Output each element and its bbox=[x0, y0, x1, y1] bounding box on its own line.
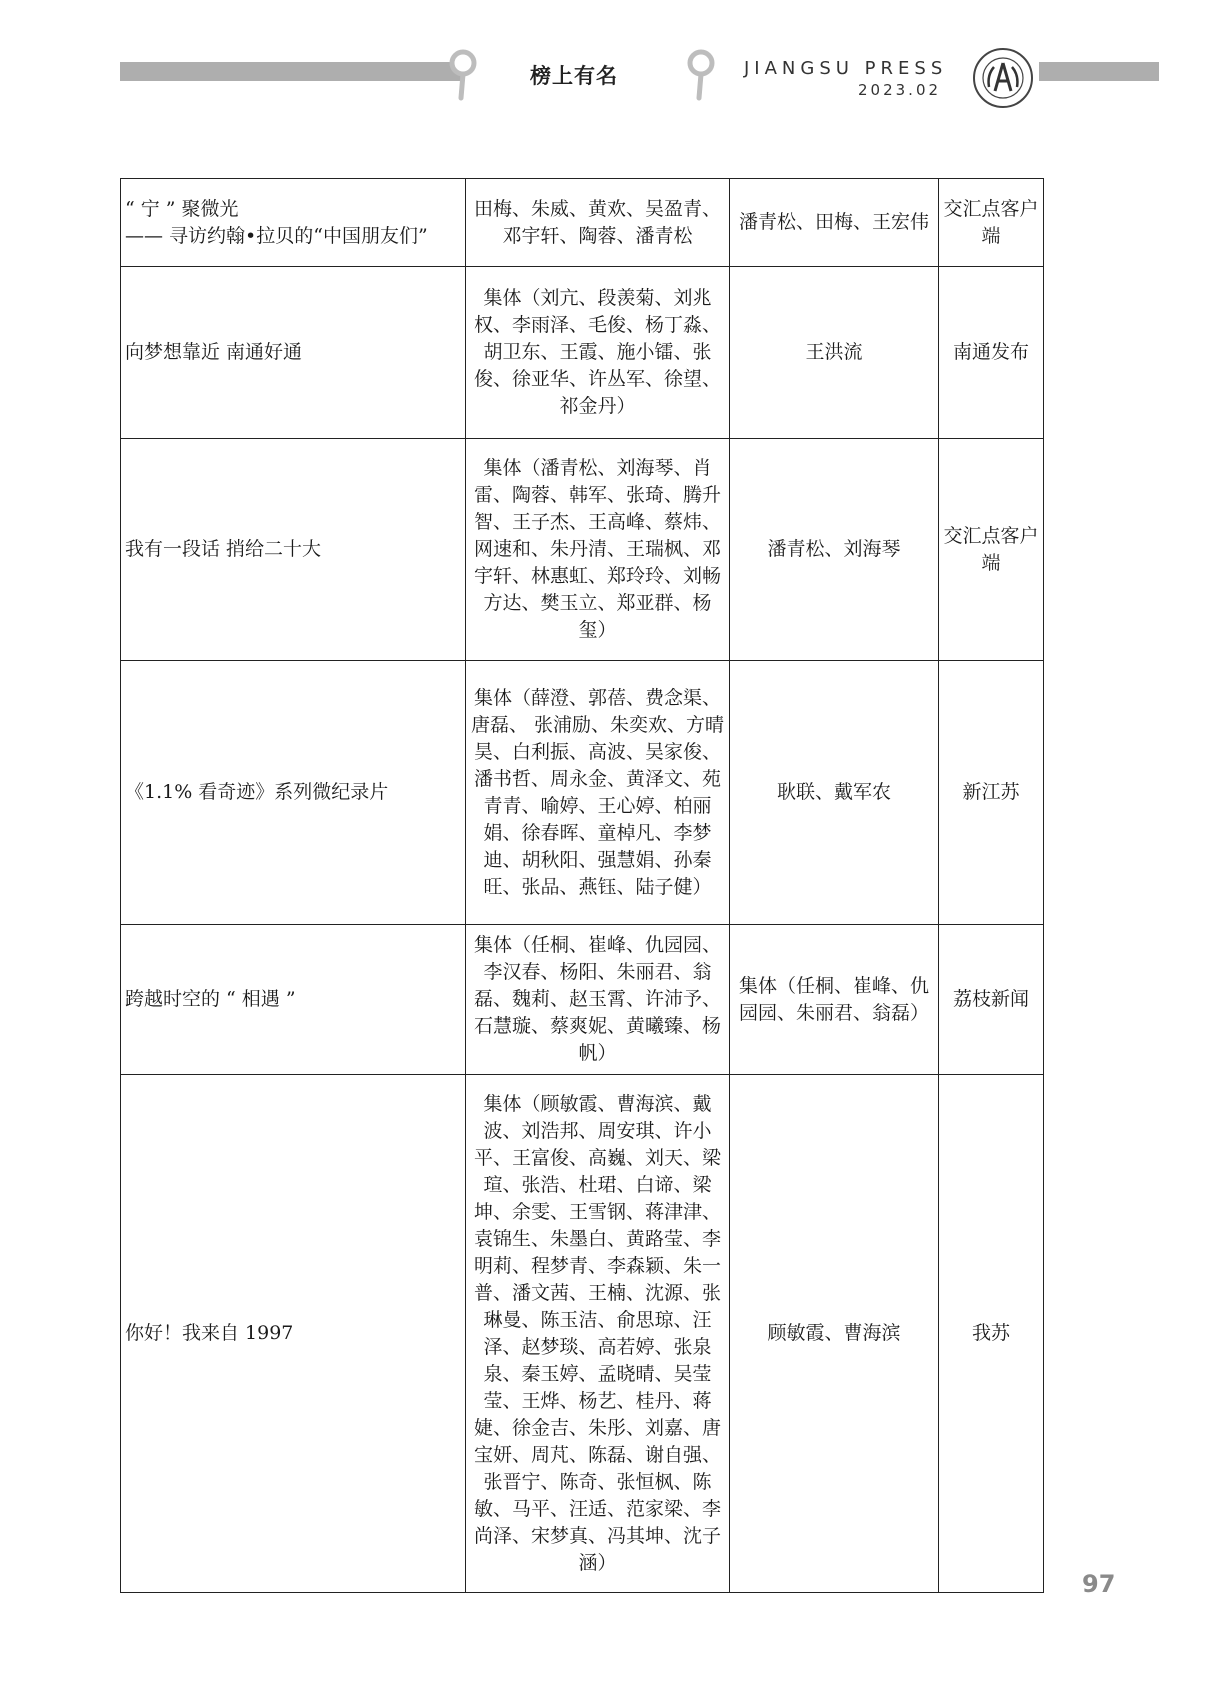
header-bar-right bbox=[1039, 62, 1159, 81]
press-name: JIANGSU PRESS bbox=[744, 58, 948, 79]
work-title: 你好！我来自 1997 bbox=[125, 1322, 294, 1344]
work-title: 《1.1% 看奇迹》系列微纪录片 bbox=[125, 781, 389, 803]
media-cell: 南通发布 bbox=[939, 267, 1044, 439]
work-title-cell bbox=[121, 661, 466, 925]
page-number: 97 bbox=[1082, 1570, 1116, 1598]
section-title: 榜上有名 bbox=[530, 64, 618, 88]
editors-cell: 王洪流 bbox=[730, 267, 939, 439]
authors-cell: 集体（任桐、崔峰、仇园园、李汉春、杨阳、朱丽君、翁磊、魏莉、赵玉霄、许沛予、石慧璇、蔡爽妮、黄曦臻、杨帆） bbox=[466, 925, 730, 1075]
issue-date: 2023.02 bbox=[858, 81, 942, 99]
media-cell: 荔枝新闻 bbox=[939, 925, 1044, 1075]
editors-cell: 潘青松、刘海琴 bbox=[730, 439, 939, 661]
editors-cell: 潘青松、田梅、王宏伟 bbox=[730, 179, 939, 267]
table-row bbox=[121, 267, 1044, 439]
work-title: “ 宁 ” 聚微光 bbox=[125, 197, 239, 220]
media-cell: 交汇点客户端 bbox=[939, 179, 1044, 267]
editors-cell: 耿联、戴军农 bbox=[730, 661, 939, 925]
award-table bbox=[120, 178, 1044, 1593]
authors-cell: 田梅、朱威、黄欢、吴盈青、邓宇轩、陶蓉、潘青松 bbox=[466, 179, 730, 267]
table-row bbox=[121, 1075, 1044, 1593]
table-row bbox=[121, 925, 1044, 1075]
pin-icon bbox=[686, 48, 716, 104]
editors-cell: 集体（任桐、崔峰、仇园园、朱丽君、翁磊） bbox=[730, 925, 939, 1075]
authors-cell: 集体（潘青松、刘海琴、肖雷、陶蓉、韩军、张琦、腾升智、王子杰、王高峰、蔡炜、网速和、朱丹清、王瑞枫、邓宇轩、林惠虹、郑玲玲、刘畅方达、樊玉立、郑亚群、杨玺） bbox=[466, 439, 730, 661]
authors-cell: 集体（刘亢、段羡菊、刘兆权、李雨泽、毛俊、杨丁淼、胡卫东、王霞、施小镭、张俊、徐亚华、许丛军、徐望、祁金丹） bbox=[466, 267, 730, 439]
table-row bbox=[121, 439, 1044, 661]
header-bar-left bbox=[120, 62, 462, 81]
work-title-cell bbox=[121, 925, 466, 1075]
editors-cell: 顾敏霞、曹海滨 bbox=[730, 1075, 939, 1593]
pin-icon bbox=[448, 48, 478, 104]
media-cell: 新江苏 bbox=[939, 661, 1044, 925]
media-cell: 我苏 bbox=[939, 1075, 1044, 1593]
work-title: 跨越时空的 “ 相遇 ” bbox=[125, 988, 296, 1010]
table-row bbox=[121, 179, 1044, 267]
work-subtitle: —— 寻访约翰•拉贝的“中国朋友们” bbox=[125, 224, 428, 247]
table-row bbox=[121, 661, 1044, 925]
work-title-cell bbox=[121, 439, 466, 661]
authors-cell: 集体（顾敏霞、曹海滨、戴波、刘浩邦、周安琪、许小平、王富俊、高巍、刘天、梁瑄、张浩、杜珺、白谛、梁坤、余雯、王雪钢、蒋津津、袁锦生、朱墨白、黄路莹、李明莉、程梦青、李森颖、朱一普、潘文茜、王楠、沈源、张琳曼、陈玉洁、俞思琼、汪泽、赵梦琰、高若婷、张泉泉、秦玉婷、孟晓晴、吴莹莹、王烨、杨艺、桂丹、蒋婕、徐金吉、朱彤、刘嘉、唐宝妍、周芃、陈磊、谢自强、张晋宁、陈奇、张恒枫、陈敏、马平、汪适、范家梁、李尚泽、宋梦真、冯其坤、沈子涵） bbox=[466, 1075, 730, 1593]
authors-cell: 集体（薛澄、郭蓓、费念渠、唐磊、 张浦励、朱奕欢、方晴昊、白利振、高波、吴家俊、潘书哲、周永金、黄泽文、苑青青、喻婷、王心婷、柏丽娟、徐春晖、童棹凡、李梦迪、胡秋阳、强慧娟、孙秦旺、张品、燕钰、陆子健） bbox=[466, 661, 730, 925]
work-title-cell bbox=[121, 179, 466, 267]
work-title-cell bbox=[121, 267, 466, 439]
association-logo-icon bbox=[972, 47, 1034, 109]
work-title: 我有一段话 捎给二十大 bbox=[125, 538, 322, 560]
media-cell: 交汇点客户端 bbox=[939, 439, 1044, 661]
work-title: 向梦想靠近 南通好通 bbox=[125, 341, 303, 363]
work-title-cell bbox=[121, 1075, 466, 1593]
